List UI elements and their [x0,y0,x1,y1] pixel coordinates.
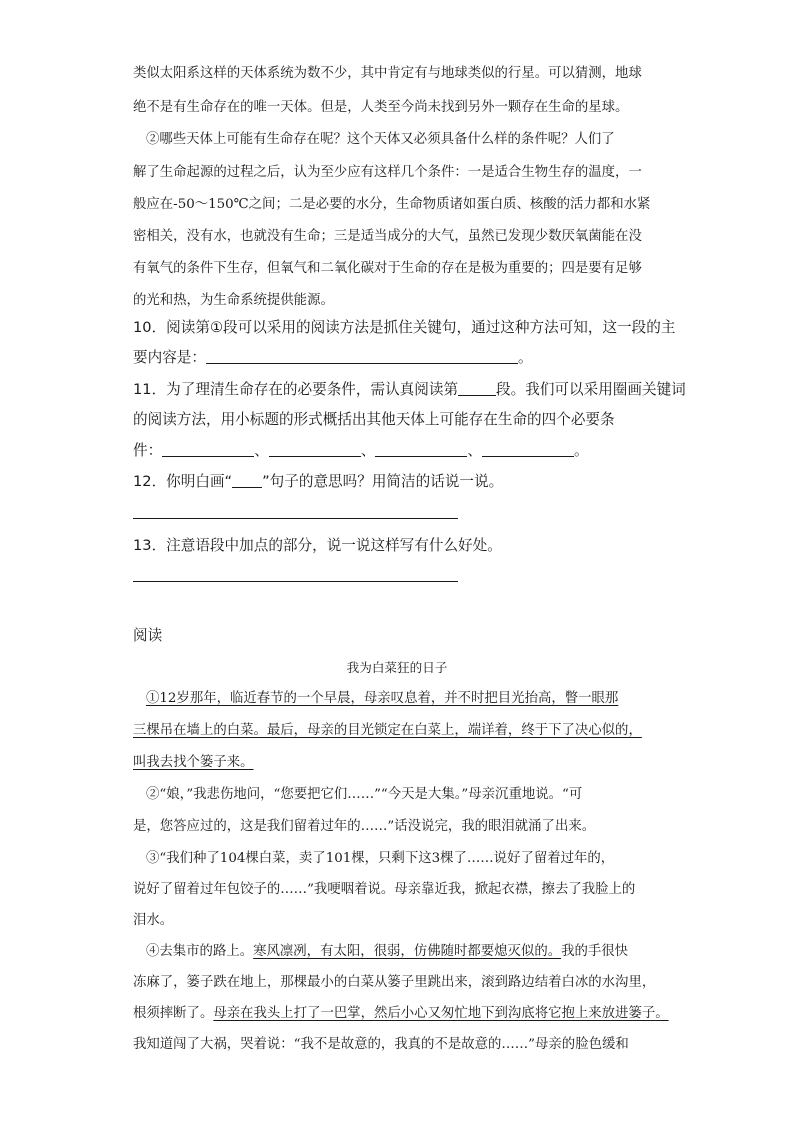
story-p2-line-1: ②“娘，”我悲伤地问，“您要把它们……”“今天是大集。”母亲沉重地说。“可 [146,787,583,802]
story-p3-line-3: 泪水。 [133,913,174,928]
passage1-line-4: 解了生命起源的过程之后，认为至少应有这样几个条件：一是适合生物生存的温度，一 [133,165,642,180]
question-11-line-2: 的阅读方法，用小标题的形式概括出其他天体上可能存在生命的四个必要条 [133,411,615,428]
section-heading: 阅读 [133,627,163,644]
question-11-prefix: 11．为了理清生命存在的必要条件，需认真阅读第 [133,381,459,398]
story-p4-line3-underlined: 母亲在我头上打了一巴掌，然后小心又匆忙地下到沟底将它抱上来放进篓子。 [213,1006,669,1021]
story-p2-line-2: 是，您答应过的，这是我们留着过年的……”话没说完，我的眼泪就涌了出来。 [133,819,596,834]
story-p4-line-4: 我知道闯了大祸，哭着说：“我不是故意的，我真的不是故意的……”母亲的脸色缓和 [133,1037,629,1052]
passage1-line-2: 绝不是有生命存在的唯一天体。但是，人类至今尚未找到另外一颗存在生命的星球。 [133,100,629,115]
question-10-suffix: 。 [517,349,533,366]
question-12-underline-marker [232,473,262,488]
question-11-end: 。 [574,442,589,459]
story-p3-line-1: ③“我们种了104棵白菜，卖了101棵，只剩下这3棵了……说好了留着过年的， [146,851,615,866]
separator-2: 、 [360,442,376,459]
story-p4-segment-c: 我的手很快 [561,944,629,959]
story-p4-segment-a: ④去集市的路上。 [146,944,254,959]
question-13-line: 13．注意语段中加点的部分，说一说这样写有什么好处。 [133,537,502,554]
story-p1-line-1: ①12岁那年，临近春节的一个早晨，母亲叹息着，并不时把目光抬高，瞥一眼那 [146,691,619,706]
condition-blank-2[interactable] [269,442,361,457]
passage1-line-5: 般应在-50～150℃之间；二是必要的水分，生命物质诸如蛋白质、核酸的活力都和水紧 [133,197,651,212]
question-11-paragraph-blank[interactable] [458,381,496,396]
story-p1-line-3: 叫我去找个篓子来。 [133,755,254,770]
story-p1-line-2: 三棵吊在墙上的白菜。最后，母亲的目光锁定在白菜上，端详着，终于下了决心似的， [133,723,642,738]
story-p4-underlined-segment: 寒风凛冽，有太阳，很弱，仿佛随时都要熄灭似的。 [253,944,562,959]
story-p4-line-3 [133,1004,673,1024]
question-10-answer-blank[interactable] [206,349,518,364]
story-p3-line-2: 说好了留着过年包饺子的……”我哽咽着说。母亲靠近我，掀起衣襟，擦去了我脸上的 [133,882,636,897]
question-10-line-2 [133,348,673,368]
story-p4-line-2: 冻麻了，篓子跌在地上，那棵最小的白菜从篓子里跳出来，滚到路边结着白冰的水沟里， [133,975,656,990]
question-12-line [133,472,673,492]
condition-blank-4[interactable] [482,442,574,457]
passage1-line-3: ②哪些天体上可能有生命存在呢？这个天体又必须具备什么样的条件呢？人们了 [146,132,615,147]
question-12-prefix: 12．你明白画“ [133,473,233,490]
condition-blank-3[interactable] [375,442,467,457]
question-11-suffix: 段。我们可以采用圈画关键词 [496,381,686,398]
separator-1: 、 [254,442,269,459]
story-p4-line3-a: 根须摔断了。 [133,1006,214,1021]
passage1-line-1: 类似太阳系这样的天体系统为数不少，其中肯定有与地球类似的行星。可以猜测，地球 [133,66,642,81]
question-11-line3-prefix: 件： [133,442,163,459]
story-title: 我为白菜狂的日子 [346,660,448,675]
question-12-suffix: ”句子的意思吗？用简洁的话说一说。 [262,473,504,490]
question-13-answer-line[interactable] [133,581,458,582]
passage1-line-7: 有氧气的条件下生存，但氧气和二氧化碳对于生命的存在是极为重要的；四是要有足够 [133,261,642,276]
condition-blank-1[interactable] [162,442,254,457]
question-10-line-1: 10．阅读第①段可以采用的阅读方法是抓住关键句，通过这种方法可知，这一段的主 [133,319,676,336]
passage1-line-8: 的光和热，为生命系统提供能源。 [133,293,334,308]
passage1-line-6: 密相关，没有水，也就没有生命；三是适当成分的大气，虽然已发现少数厌氧菌能在没 [133,229,642,244]
question-12-answer-line[interactable] [133,518,458,519]
story-p4-line-1 [146,942,686,962]
question-11-line-1 [133,380,686,400]
question-10-prefix: 要内容是： [133,349,206,366]
separator-3: 、 [467,442,483,459]
question-11-line-3 [133,441,673,461]
